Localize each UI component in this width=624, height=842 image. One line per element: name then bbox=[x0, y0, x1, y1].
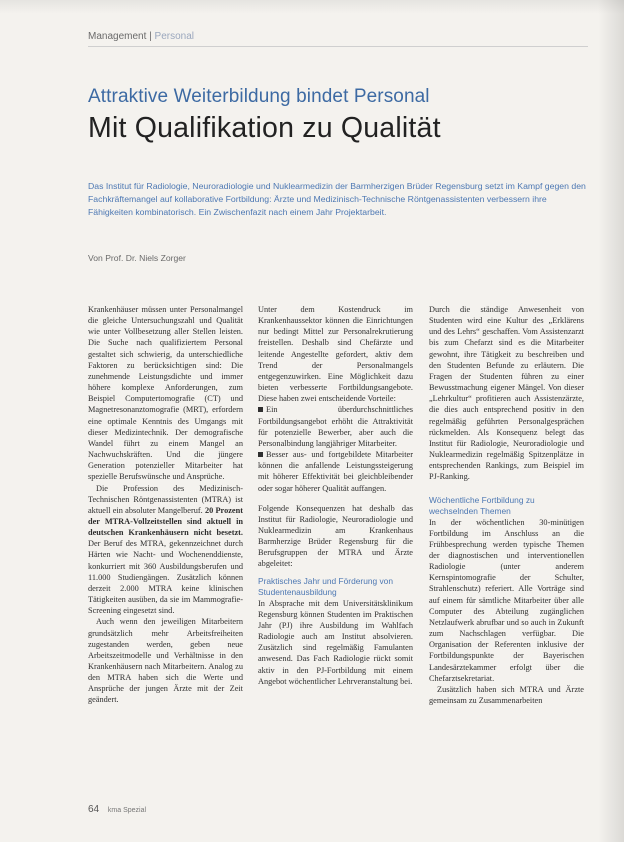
body-text: Der Beruf des MTRA, gekennzeichnet durch Härten wie Nacht- und Wochenenddienste, konkurriert mit 360 Ausbildungsberufen und 11.000 Studiengängen. Zusätzlich können derzeit 2.000 MTRA keine klinischen Tätigkeiten ausüben, da sie im Mammografie-Screening eingesetzt sind. bbox=[88, 539, 243, 616]
section-separator: | bbox=[149, 31, 152, 42]
body-column-2 bbox=[258, 304, 413, 788]
body-paragraph: Folgende Konsequenzen hat deshalb das Institut für Radiologie, Neuroradiologie und Nuklearmedizin am Krankenhaus Barmherzige Brüder Regensburg für die Berufsgruppen der MTRA und Ärzte abgeleitet: bbox=[258, 503, 413, 569]
article-lead: Das Institut für Radiologie, Neuroradiologie und Nuklearmedizin der Barmherzigen Brüder Regensburg setzt im Kampf gegen den Fachkräftemangel auf kollaborative Fortbildung: Ärzte und Medizinisch-Technische Röntgenassistenten verbessern ihre Fähigkeiten kombinatorisch. Ein Zwischenfazit nach einem Jahr Projektarbeit. bbox=[88, 181, 586, 217]
body-column-1 bbox=[88, 304, 243, 788]
subheading: Praktisches Jahr und Förderung von Studentenausbildung bbox=[258, 575, 394, 597]
header-rule bbox=[88, 46, 588, 47]
body-paragraph: Auch wenn den jeweiligen Mitarbeitern grundsätzlich mehr Arbeitsfreiheiten zugestanden werden, geben neue Arbeitszeitmodelle und Verhältnisse in den Krankenhäusern nach Mitarbeitern. Analog zu den MTRA haben sich die Werte und Ansprüche der jungen Ärzte mit der Zeit geändert. bbox=[88, 617, 243, 705]
body-paragraph: Unter dem Kostendruck im Krankenhaussektor können die Einrichtungen nur bedingt Mittel zur Personalrekrutierung freistellen. Deshalb sind Chefärzte und leitende Angestellte gefordert, aktiv dem Trend der Personalmangels entgegenzuwirken. Eine Möglichkeit dazu bieten verbesserte Fortbildungsangebote. Diese haben zwei entscheidende Vorteile: bbox=[258, 305, 413, 404]
bold-highlight: 20 Prozent der MTRA-Vollzeitstellen sind aktuell in deutschen Krankenhäusern nicht besetzt. bbox=[88, 505, 243, 538]
bullet-square-icon bbox=[258, 407, 263, 412]
body-paragraph bbox=[88, 483, 243, 617]
body-paragraph: In Absprache mit dem Universitätsklinikum Regensburg können Studenten im Praktischen Jahr (PJ) ihre Ausbildung im Wahlfach Radiologie auch am Institut absolvieren. Zusätzlich sind regelmäßig Famulanten anwesend. Das Fach Radiologie rückt somit aktiv in den PJ-Fortbildung mit einem Angebot wöchentlicher Lehrveranstaltung bei. bbox=[258, 598, 413, 686]
page-top-shadow bbox=[0, 0, 624, 14]
bullet-item bbox=[258, 449, 413, 494]
bullet-square-icon bbox=[258, 452, 263, 457]
body-paragraph: Durch die ständige Anwesenheit von Studenten wird eine Kultur des „Erklärens und des Lehrs“ geschaffen. Vom Assistenzarzt bis zum Chefarzt sind es die Mitarbeiter gewohnt, ihre Tätigkeit zu beschreiben und den Studenten Befunde zu erläutern. Die Fragen der Studenten führen zu einer Bewusstmachung eigener Mängel. Von dieser „Lehrkultur“ profitieren auch Assistenzärzte, die dies auch entsprechend positiv in den regelmäßig geführten Personalgesprächen rückmelden. Als Konsequenz belegt das Institut für Radiologie, Neuroradiologie und Nuklearmedizin regelmäßig Spitzenplätze in entsprechenden Rankings, zum Beispiel im PJ-Ranking. bbox=[429, 305, 584, 482]
page-footer bbox=[88, 804, 146, 815]
bullet-text: Ein überdurchschnittliches Fortbildungsangebot erhöht die Attraktivität für potenzielle Bewerber, aber auch die Personalbindung langjähriger Mitarbeiter. bbox=[258, 405, 413, 448]
article-author: Von Prof. Dr. Niels Zorger bbox=[88, 253, 186, 263]
body-paragraph: Krankenhäuser müssen unter Personalmangel die gleiche Untersuchungszahl und Qualität wie unter Vollbesetzung aller Stellen leisten. Die Suche nach qualifiziertem Personal gestaltet sich schwierig, da unterschiedliche Faktoren zu berücksichtigen sind: Die zunehmende Leistungsdichte und immer höhere komplexe Anforderungen, zum Beispiel Computertomografie (CT) und Magnetresonanztomografie (MRT), erfordern eine optimale Kenntnis des Umgangs mit dieser Medizintechnik. Der demografische Wandel führt zu einem Mangel an Nachwuchskräften. Und die jüngere Generation potenzieller Mitarbeiter hat spezielle Berufswünsche und Ansprüche. bbox=[88, 305, 243, 482]
page-gutter-shadow bbox=[598, 0, 624, 842]
subheading: Wöchentliche Fortbildung zu wechselnden Themen bbox=[429, 494, 535, 516]
subsection-label: Personal bbox=[154, 31, 195, 42]
body-paragraph: In der wöchentlichen 30-minütigen Fortbildung im Anschluss an die Frühbesprechung werden typische Themen der diagnostischen und interventionellen Radiologie (unter anderem Kernspintomografie der Schulter, Strahlenschutz) referiert. Alle Vorträge sind auf einem für sämtliche Mitarbeiter über alle Computer des Abteilung zugänglichen Netzlaufwerk abrufbar und so auch in Zukunft zum Nachschlagen verfügbar. Die Organisation der Referenten inklusive der Fortbildungspunkte der Bayerischen Landesärztekammer erfolgt über die Chefarztsekretariat. bbox=[429, 517, 584, 683]
bullet-text: Besser aus- und fortgebildete Mitarbeiter können die anfallende Leistungssteigerung mit höherer Effektivität bei gleichbleibender oder sogar höherer Qualität auffangen. bbox=[258, 450, 413, 493]
body-paragraph: Zusätzlich haben sich MTRA und Ärzte gemeinsam zu Zusammenarbeiten bbox=[429, 684, 584, 705]
article-kicker: Attraktive Weiterbildung bindet Personal bbox=[88, 86, 430, 107]
article-title: Mit Qualifikation zu Qualität bbox=[88, 112, 441, 144]
page-number: 64 bbox=[88, 804, 100, 815]
magazine-name: kma Spezial bbox=[107, 807, 147, 814]
section-rubric bbox=[88, 31, 194, 42]
body-text: Die Profession des Medizinisch-Technischen Röntgenassistenten (MTRA) ist aktuell ein absoluter Mangelberuf. bbox=[88, 483, 243, 515]
bullet-item bbox=[258, 404, 413, 449]
section-label: Management bbox=[88, 31, 147, 42]
body-column-3 bbox=[429, 304, 584, 788]
article-body bbox=[88, 304, 586, 788]
